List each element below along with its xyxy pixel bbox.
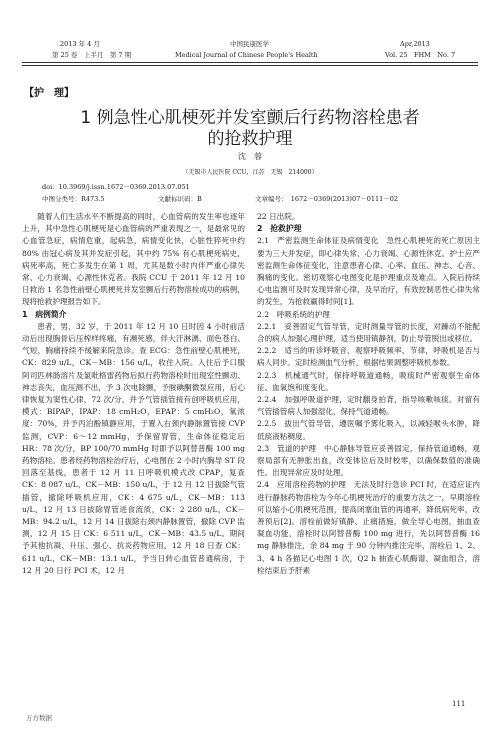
header-en-journal: Medical Journal of Chinese People's Health bbox=[175, 51, 318, 59]
body-column-right bbox=[257, 211, 480, 577]
paragraph: 22 日出院。 bbox=[257, 212, 300, 221]
paragraph: 2.2.5 拔出气管导管，遵医嘱予雾化吸入，以减轻喉头水肿，降低痰液粘稠度。 bbox=[257, 419, 480, 441]
paragraph: 随着人们生活水平不断提高的同时，心血管病的发生率也逐年上升，其中急性心肌梗死是心血管病的严重表现之一，是最常见的心血管急症，病情危重，起病急，病情变化快，心脏性猝死中约 80% 由冠心病及其并发症引起，其中约 75% 有心肌梗死病史，病死率高，死亡多发生在第 1 周，尤其是数小时内伴严重心律失常、心力衰竭、心源性休克者。我院 CCU 于 2011 年 12 月 10 日救治 1 名急性前壁心肌梗死并发室颤后行药物溶栓成功的病例，现将抢救护理报告如下。 bbox=[22, 212, 245, 307]
body-column-left bbox=[22, 211, 245, 577]
running-header-line2 bbox=[0, 50, 500, 60]
paragraph: 2.2.3 机械通气时，保持呼吸道通畅，吸痰时严密观察生命体征、血氧饱和度变化。 bbox=[257, 370, 480, 392]
paragraph: 2.2.2 适当的听诊呼吸音，观察呼吸频率、节律，呼吸机是否与病人同步。定时检测血气分析，根据结果调整呼吸机参数。 bbox=[257, 346, 480, 368]
author: 沈 蓉 bbox=[238, 152, 262, 161]
header-cn-date: 2013 年 4 月 bbox=[60, 40, 100, 48]
section-tag: 【护 理】 bbox=[24, 88, 74, 99]
article-number: 文章编号： 1672－0369(2013)07－0111－02 bbox=[255, 195, 399, 203]
header-cn-volume: 第 25 卷 上半月 第 7 期 bbox=[52, 51, 132, 59]
header-en-date: Apr,2013 bbox=[400, 40, 430, 48]
paragraph: 2.3 管道的护理 中心静脉导管应妥善固定，保持管道通畅，观察局部有无肿胀出血，改变体位后及时校零，以确保数值的准确性。出现异常应及时处理。 bbox=[257, 443, 480, 478]
header-rule bbox=[22, 62, 478, 63]
running-header bbox=[0, 39, 500, 49]
doi: doi：10.3969/j.issn.1672－0369.2013.07.051 bbox=[42, 183, 190, 191]
subsection-heading: 2.2 呼吸系统的护理 bbox=[257, 309, 330, 319]
article-title-line2: 的抢救护理 bbox=[207, 129, 293, 149]
header-cn-journal: 中国民康医学 bbox=[230, 40, 269, 48]
footer-watermark: 万方数据 bbox=[26, 714, 52, 722]
affiliation: （无锡市人民医院 CCU，江苏 无锡 214000） bbox=[182, 169, 318, 176]
page-number: 111 bbox=[452, 700, 466, 708]
paragraph: 患者，男，32 岁，于 2011 年 12 月 10 日时因 4 小时前活动后出现胸骨后压榨样疼痛，有濒死感，伴大汗淋漓、面色苍白、气短，胸痛持续不缓解来院急诊。查 ECG：急性前壁心肌梗死，CK：829 u/L，CK－MB：156 u/L，收住入院。入住后予口服阿司匹林肠溶片及氯吡格雷药物后拟行药物溶栓时出现室性颤动、神志丧失，血压测不出，予 3 次电除颤，予胺碘酮微泵应用，后心律恢复为窦性心律，72 次/分，并予气管插管接有创呼吸机应用，模式：BIPAP，IPAP：18 cmH₂O，EPAP：5 cmH₂O，氧浓度：70%，并予丙泊酚镇静应用，于置入右颈内静脉置管接 CVP 监测，CVP：6～12 mmHg，予保留胃管，生命体征稳定后 HR：78 次/分，BP 100/70 mmHg 时即予以阿替普酶 100 mg 药物溶栓。患者经药物溶栓治疗后，心电图在 2 小时内胸导 ST 段回落至基线，患者于 12 月 11 日呼吸机模式改 CPAP，复查 CK：8 087 u/L，CK－MB：150 u/L，于 12 月 12 日拔除气管插管，撤除呼吸机应用，CK：4 675 u/L，CK－MB：113 u/L，12 月 13 日拔除胃管进食流质，CK：2 280 u/L，CK－MB：94.2 u/L，12 月 14 日拔除右颈内静脉置管，撤除 CVP 监测，12 月 15 日 CK：6 511 u/L，CK－MB：43.5 u/L。期间予其他抗凝、升压、强心、抗炎药物应用，12 月 18 日查 CK：611 u/L，CK－MB：13.1 u/L，予当日转心血管普通病房，于 12 月 20 日行 PCI 术，12 月 bbox=[22, 321, 245, 575]
paragraph: 2.2.1 妥善固定气管导管，定时测量导管的长度，对躁动不能配合的病人加强心理护理，适当使用镇静剂，防止导管脱出或移位。 bbox=[257, 321, 480, 344]
header-en-volume: Vol. 25 FHM No. 7 bbox=[385, 51, 456, 59]
paragraph: 2.2.4 加强呼吸道护理，定时翻身拍背，指导咳嗽咳痰。对留有气管插管病人加强湿化，保持气道通畅。 bbox=[257, 395, 480, 417]
document-code: 文献标识码：B bbox=[158, 195, 202, 203]
paragraph: 2.1 严密监测生命体征及病情变化 急性心肌梗死的死亡原因主要为三大并发症，即心律失常、心力衰竭、心源性休克。护士应严密监测生命体征变化，注意患者心律、心率、血压、神志、心音、胸痛的变化。密切观察心电图变化是护理重点及难点。入院后持续心电监测可及时发现异常心律，及早治疗，有效控制恶性心律失常的发生，为抢救赢得时间[1]。 bbox=[257, 236, 480, 307]
section-heading: 1 病例简介 bbox=[22, 309, 67, 319]
article-title-line1: 1 例急性心肌梗死并发室颤后行药物溶栓患者 bbox=[80, 108, 420, 128]
clc-number: 中图分类号：R473.5 bbox=[42, 195, 105, 203]
header-rule-thin bbox=[22, 65, 478, 66]
section-heading: 2 抢救护理 bbox=[257, 224, 302, 234]
paragraph: 2.4 应用溶栓药物的护理 无法及时行急诊 PCI 时，在适应证内进行静脉药物溶栓为今年心肌梗死治疗的重要方法之一，早期溶栓可以缩小心肌梗死范围，提高闭塞血管的再通率，降低病死率，改善预后[2]。溶栓前做好镇静、止痛措施，做全导心电图，抽血查凝血功能，溶栓时以阿替普酶 100 mg 进行，先以阿替普酶 16 mg 静脉推注，余 84 mg 于 90 分钟内推注完毕，溶栓后 1、2、3、4 h 各描记心电图 1 次，Q2 h 抽查心肌酶谱、凝血组合，溶栓结束后予肝素 bbox=[257, 480, 480, 575]
